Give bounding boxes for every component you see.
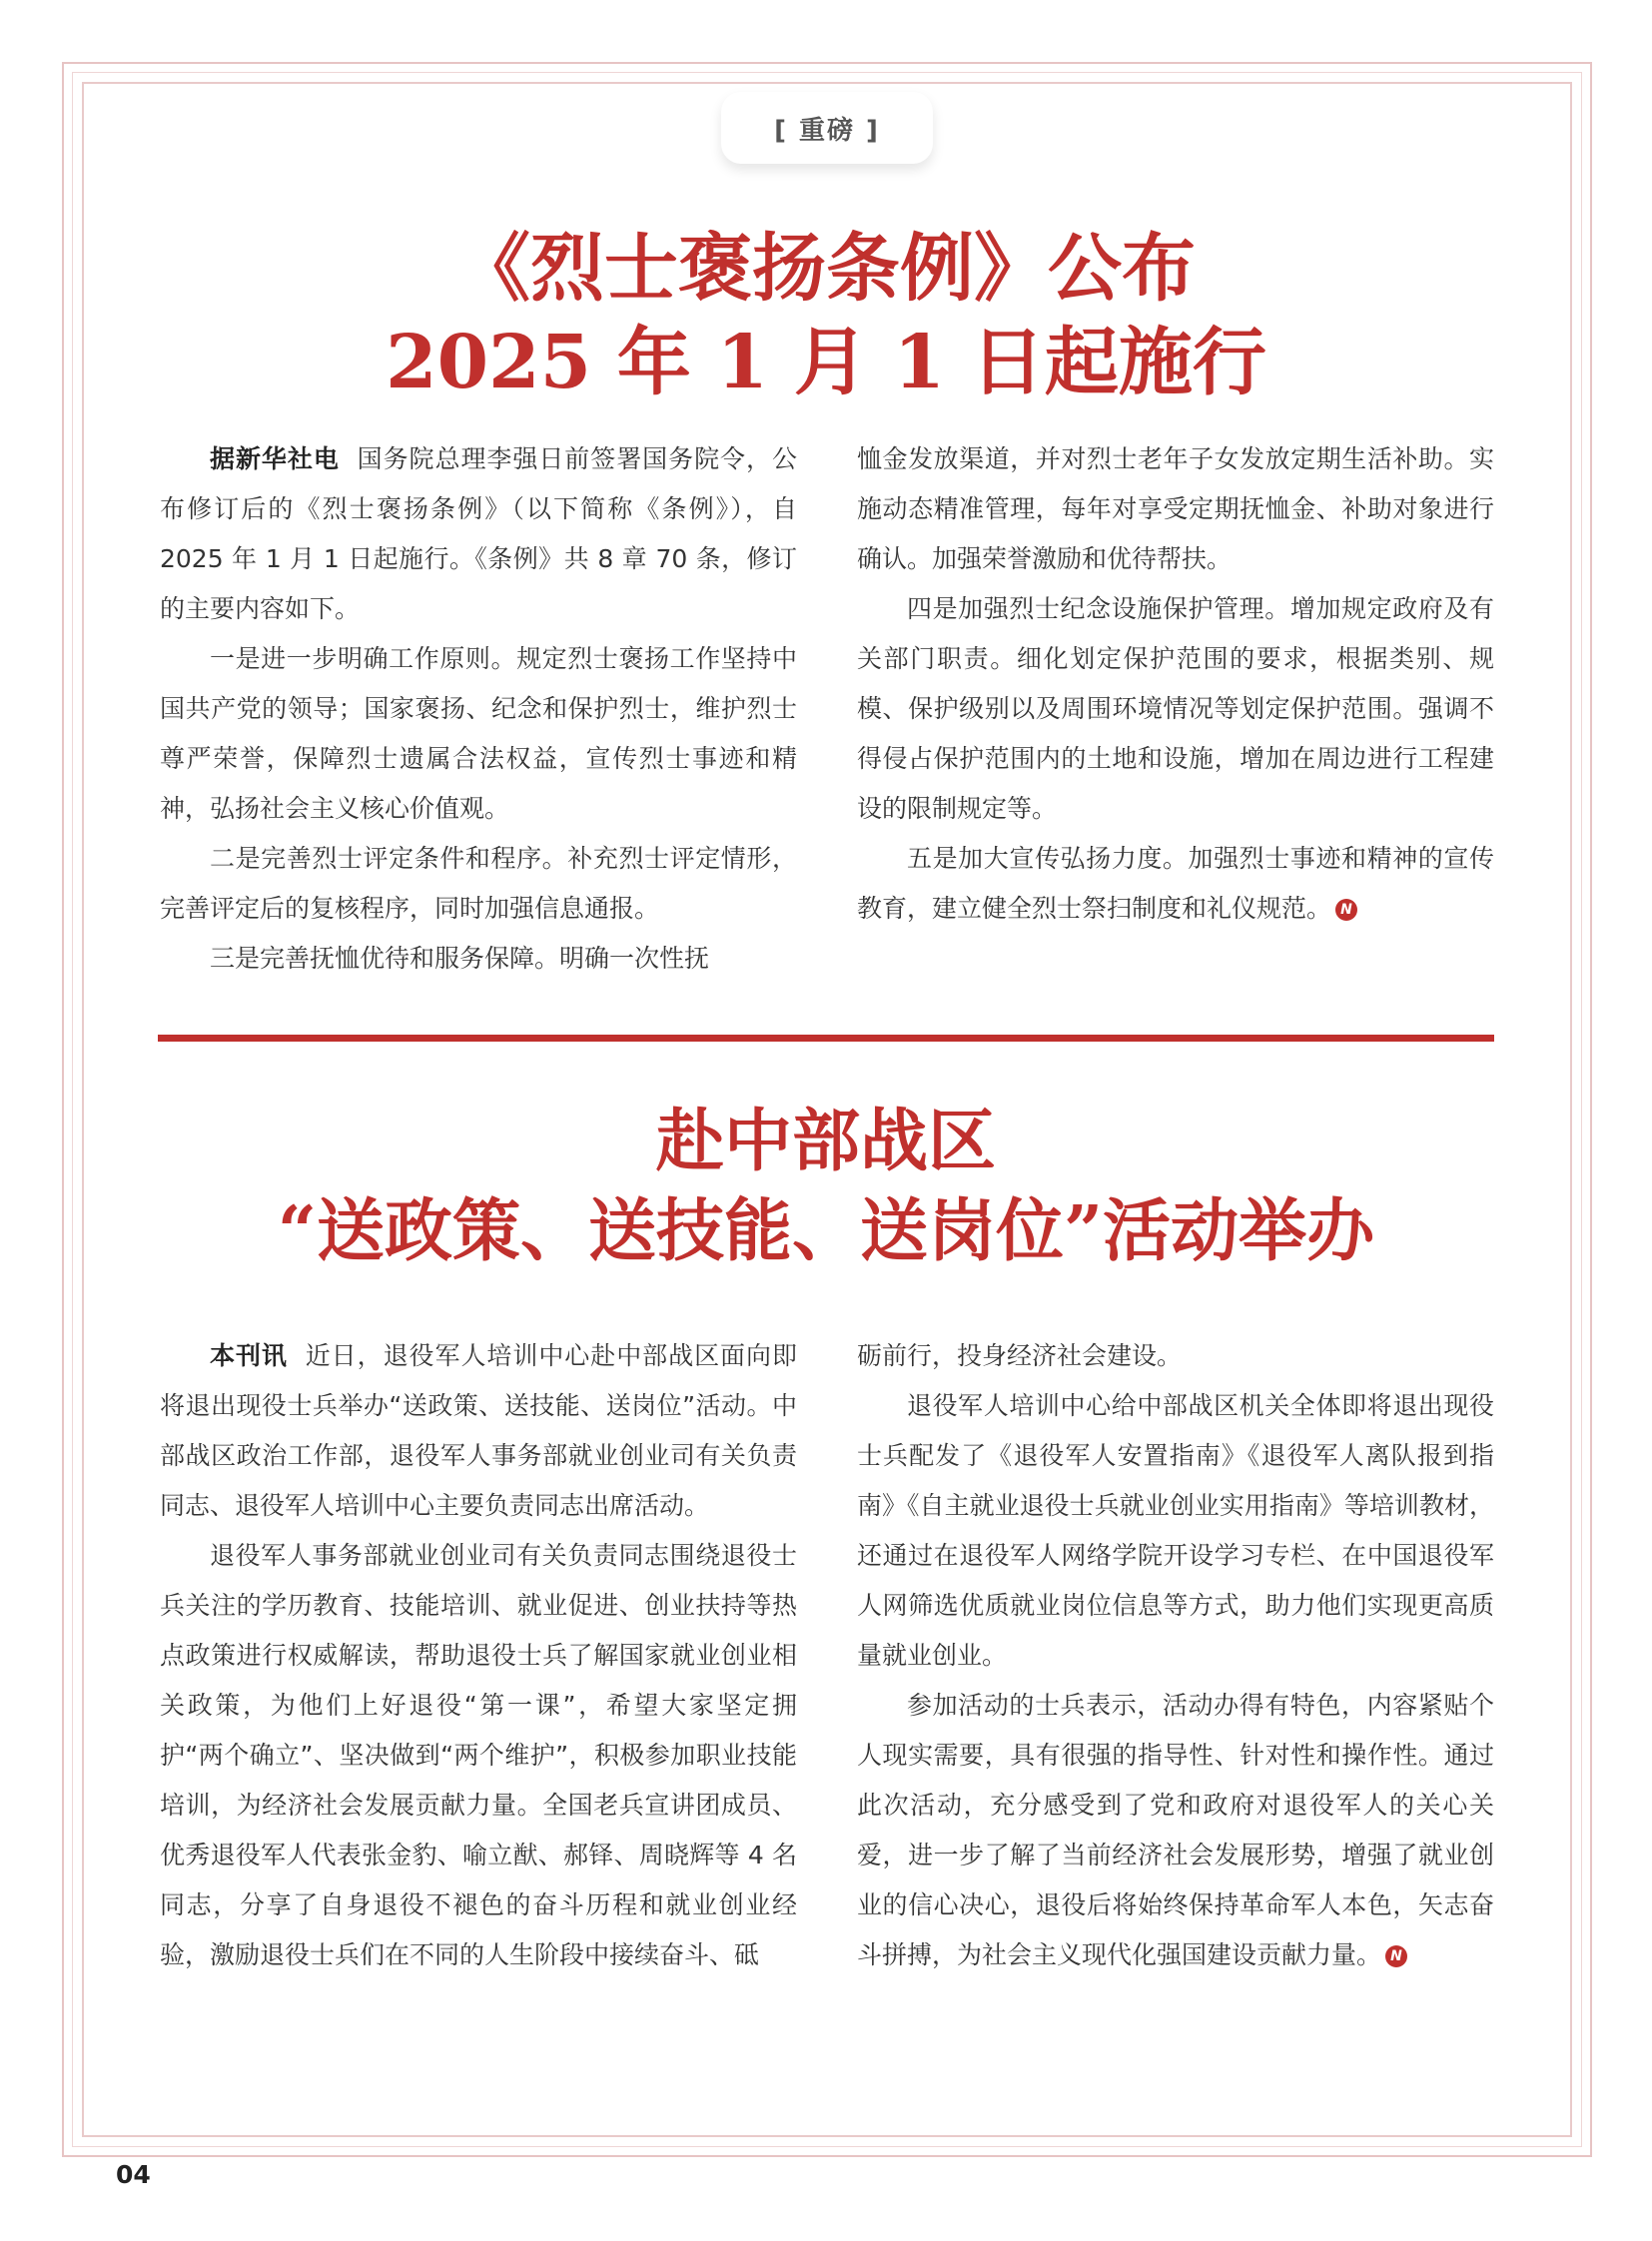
article1-dateline: 据新华社电	[210, 444, 340, 473]
section-divider	[158, 1035, 1494, 1042]
article1-paragraph: 二是完善烈士评定条件和程序。补充烈士评定情形，完善评定后的复核程序，同时加强信息通报。	[160, 844, 797, 923]
article2-dateline: 本刊讯	[210, 1341, 288, 1370]
article2-title-line2: “送政策、送技能、送岗位”活动举办	[277, 1191, 1375, 1271]
article2-paragraph: 退役军人培训中心给中部战区机关全体即将退出现役士兵配发了《退役军人安置指南》《退役军人离队报到指南》《自主就业退役士兵就业创业实用指南》等培训教材，还通过在退役军人网络学院开设学习专栏、在中国退役军人网筛选优质就业岗位信息等方式，助力他们实现更高质量就业创业。	[857, 1391, 1494, 1670]
article1-paragraph: 五是加大宣传弘扬力度。加强烈士事迹和精神的宣传教育，建立健全烈士祭扫制度和礼仪规范。	[857, 844, 1494, 923]
article1-paragraph: 一是进一步明确工作原则。规定烈士褒扬工作坚持中国共产党的领导；国家褒扬、纪念和保护烈士，维护烈士尊严荣誉，保障烈士遗属合法权益，宣传烈士事迹和精神，弘扬社会主义核心价值观。	[160, 644, 797, 823]
page-number: 04	[116, 2160, 151, 2189]
article2-title-line1: 赴中部战区	[655, 1102, 996, 1181]
article1-headline	[160, 222, 1492, 409]
column-tag: [ 重磅 ]	[721, 92, 933, 164]
article1-right-column	[857, 434, 1494, 934]
article1-paragraph: 三是完善抚恤优待和服务保障。明确一次性抚	[210, 944, 710, 973]
article2-paragraph: 退役军人事务部就业创业司有关负责同志围绕退役士兵关注的学历教育、技能培训、就业促进、创业扶持等热点政策进行权威解读，帮助退役士兵了解国家就业创业相关政策，为他们上好退役“第一课”，希望大家坚定拥护“两个确立”、坚决做到“两个维护”，积极参加职业技能培训，为经济社会发展贡献力量。全国老兵宣讲团成员、优秀退役军人代表张金豹、喻立猷、郝铎、周晓辉等 4 名同志，分享了自身退役不褪色的奋斗历程和就业创业经验，激励退役士兵们在不同的人生阶段中接续奋斗、砥	[160, 1541, 797, 1969]
article2-left-column	[160, 1331, 797, 1980]
article1-left-column	[160, 434, 797, 984]
end-mark-icon: N	[1335, 899, 1357, 921]
article1-paragraph: 四是加强烈士纪念设施保护管理。增加规定政府及有关部门职责。细化划定保护范围的要求，根据类别、规模、保护级别以及周围环境情况等划定保护范围。强调不得侵占保护范围内的土地和设施，增加在周边进行工程建设的限制规定等。	[857, 594, 1494, 823]
article2-headline	[160, 1097, 1492, 1276]
article2-right-column	[857, 1331, 1494, 1980]
article1-title-line1: 《烈士褒扬条例》公布	[456, 226, 1196, 312]
article1-title-line2: 2025 年 1 月 1 日起施行	[386, 320, 1266, 405]
article2-paragraph: 参加活动的士兵表示，活动办得有特色，内容紧贴个人现实需要，具有很强的指导性、针对性和操作性。通过此次活动，充分感受到了党和政府对退役军人的关心关爱，进一步了解了当前经济社会发展形势，增强了就业创业的信心决心，退役后将始终保持革命军人本色，矢志奋斗拼搏，为社会主义现代化强国建设贡献力量。	[857, 1691, 1494, 1969]
article2-paragraph: 近日，退役军人培训中心赴中部战区面向即将退出现役士兵举办“送政策、送技能、送岗位”活动。中部战区政治工作部，退役军人事务部就业创业司有关负责同志、退役军人培训中心主要负责同志出席活动。	[160, 1341, 797, 1520]
article1-paragraph: 国务院总理李强日前签署国务院令，公布修订后的《烈士褒扬条例》（以下简称《条例》），自 2025 年 1 月 1 日起施行。《条例》共 8 章 70 条，修订的主要内容如下。	[160, 444, 797, 623]
article2-paragraph: 砺前行，投身经济社会建设。	[857, 1341, 1183, 1370]
end-mark-icon: N	[1385, 1945, 1407, 1967]
article1-paragraph: 恤金发放渠道，并对烈士老年子女发放定期生活补助。实施动态精准管理，每年对享受定期抚恤金、补助对象进行确认。加强荣誉激励和优待帮扶。	[857, 444, 1494, 573]
